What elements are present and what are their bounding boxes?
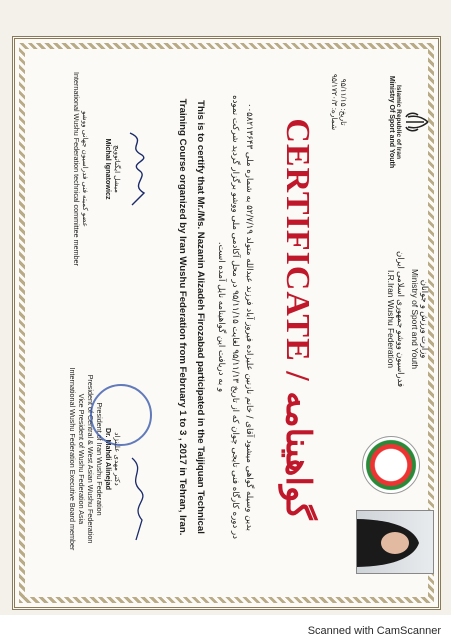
certificate-frame <box>12 36 441 610</box>
federation-stamp-icon <box>90 384 152 446</box>
ministry-fa: وزارت ورزش و جوانان <box>420 279 430 359</box>
body-en-line-1: This is to certify that Mr./Ms. Nazanin Alizadeh Firozabad participated in the Taijiquan Technical <box>195 100 206 534</box>
sig-technical-title: International Wushu Federation technical committee member <box>72 71 81 267</box>
iran-emblem-icon <box>402 107 430 137</box>
participant-photo <box>356 510 434 574</box>
ministry-en-line2: Ministry Of Sport and Youth <box>388 75 395 169</box>
number-line: شماره: ۹۵/۱۷۲۰/۳ <box>330 73 339 131</box>
president-signature-icon <box>122 454 152 544</box>
certificate-title: CERTIFICATE / گواهینامه <box>279 118 316 520</box>
reference-block <box>330 62 348 142</box>
sig-president-name-fa: دکتر مهدی علینژاد <box>113 432 122 486</box>
date-line: تاریخ: ۹۵/۱۱/۱۵ <box>339 78 348 126</box>
sig-president-title-4: International Wushu Federation Executive Board member <box>68 367 77 551</box>
ministry-en-line1: Islamic Republic of Iran <box>395 84 402 159</box>
sig-president-title-3: Vice President of Wushu Federation Asia <box>77 393 86 525</box>
sig-technical-name: Michal Ignatowicz <box>104 138 113 200</box>
sig-president-title-1: President of Iran Wushu Federation <box>95 402 104 516</box>
sig-president-title-2: President of Central & West Asian Wushu Federation <box>86 374 95 544</box>
camscanner-watermark: Scanned with CamScanner <box>307 625 441 637</box>
signature-block-president <box>68 344 152 574</box>
body-fa-line-3: و به دریافت این گواهینامه نایل آمده است. <box>216 241 226 393</box>
sig-technical-name-fa: میشل ایگناتوویچ <box>113 144 122 194</box>
portrait-icon <box>356 511 433 574</box>
header-right-block <box>388 62 430 182</box>
federation-logo-icon <box>362 436 420 494</box>
signature-mark-icon <box>122 129 152 209</box>
body-fa-line-2: در دوره کارگاه فنی تایجی چوان که از تاریخ ۹۵/۱۱/۱۳ لغایت ۹۵/۱۱/۱۵ در محل آکادمی ملی ووشو برگزار گردید شرکت نموده <box>230 95 240 539</box>
body-en-line-2: Training Course organized by Iran Wushu Federation from February 1 to 3 , 2017 in Tehran, Iran. <box>177 98 188 536</box>
signature-block-technical <box>72 64 152 274</box>
federation-fa: فدراسیون ووشو جمهوری اسلامی ایران <box>396 251 406 387</box>
ministry-en: Ministry of Sport and Youth <box>410 268 420 370</box>
header-center-block <box>386 224 430 414</box>
sig-president-name: Dr. Mahdi Alinejad <box>104 427 113 491</box>
certificate-content <box>14 44 438 590</box>
sig-technical-title-fa: عضو کمیته فنی فدراسیون جهانی ووشو <box>81 110 90 228</box>
federation-en: I.R.Iran Wushu Federation <box>386 269 396 369</box>
body-fa-line-1: بدین وسیله گواهی میشود آقای / خانم نازنین علیزاده فیروز آباد فرزند عبدالله متولد ۵۲/۷/۱۹ به شماره ملی ۰۰۵۸۲۱۳۶۴۳ <box>244 102 254 532</box>
